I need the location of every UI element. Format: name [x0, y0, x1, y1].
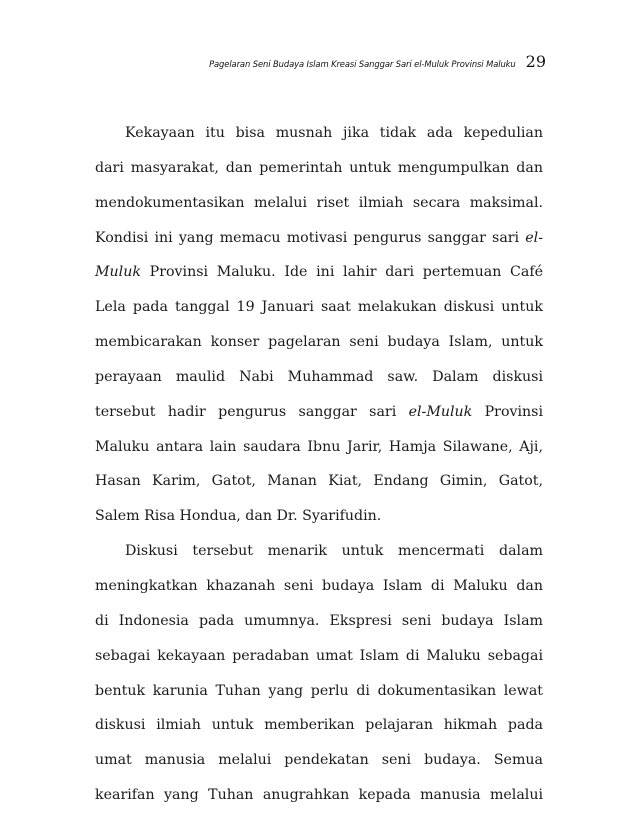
- paragraph-2-line-4: sebagai kekayaan peradaban umat Islam di Maluku sebagai: [95, 647, 543, 664]
- paragraph-1-line-2: dari masyarakat, dan pemerintah untuk mengumpulkan dan: [95, 159, 543, 176]
- paragraph-1-line-5: [95, 255, 543, 290]
- paragraph-1-line-4: [95, 221, 543, 256]
- italic-term: el-Muluk: [408, 403, 473, 420]
- line-text: tersebut hadir pengurus sanggar sari: [95, 403, 397, 420]
- paragraph-1-line-10: Maluku antara lain saudara Ibnu Jarir, Hamja Silawane, Aji,: [95, 438, 543, 455]
- italic-term: el-: [525, 229, 543, 246]
- paragraph-2-line-3: di Indonesia pada umumnya. Ekspresi seni budaya Islam: [95, 612, 543, 629]
- paragraph-2-line-6: diskusi ilmiah untuk memberikan pelajaran hikmah pada: [95, 717, 543, 734]
- running-header: [209, 52, 546, 71]
- line-text: Kondisi ini yang memacu motivasi pengurus sanggar sari: [95, 229, 520, 246]
- line-text: Provinsi: [484, 403, 544, 420]
- body-text: [95, 116, 543, 813]
- paragraph-1-line-3: mendokumentasikan melalui riset ilmiah secara maksimal.: [95, 194, 543, 211]
- paragraph-2-line-2: meningkatkan khazanah seni budaya Islam di Maluku dan: [95, 577, 543, 594]
- header-title: Pagelaran Seni Budaya Islam Kreasi Sanggar Sari el-Muluk Provinsi Maluku: [209, 59, 516, 69]
- paragraph-1-line-7: membicarakan konser pagelaran seni budaya Islam, untuk: [95, 334, 543, 351]
- paragraph-1-line-9: [95, 395, 543, 430]
- paragraph-2-line-8: kearifan yang Tuhan anugrahkan kepada manusia melalui: [95, 787, 543, 804]
- italic-term: Muluk: [95, 264, 141, 281]
- paragraph-1-line-1: Kekayaan itu bisa musnah jika tidak ada kepedulian: [125, 125, 543, 141]
- line-text: Provinsi Maluku. Ide ini lahir dari pertemuan Café: [149, 264, 544, 281]
- paragraph-1-line-11: Hasan Karim, Gatot, Manan Kiat, Endang Gimin, Gatot,: [95, 473, 543, 490]
- paragraph-1-line-8: perayaan maulid Nabi Muhammad saw. Dalam diskusi: [95, 368, 543, 385]
- paragraph-2-line-1: Diskusi tersebut menarik untuk mencermati dalam: [125, 543, 543, 560]
- paragraph-2-line-5: bentuk karunia Tuhan yang perlu di dokumentasikan lewat: [95, 682, 543, 699]
- paragraph-1-line-6: Lela pada tanggal 19 Januari saat melakukan diskusi untuk: [95, 299, 543, 316]
- paragraph-1-line-12: Salem Risa Hondua, dan Dr. Syarifudin.: [95, 508, 382, 525]
- paragraph-2-line-7: umat manusia melalui pendekatan seni budaya. Semua: [95, 752, 543, 769]
- page-number: 29: [525, 52, 546, 71]
